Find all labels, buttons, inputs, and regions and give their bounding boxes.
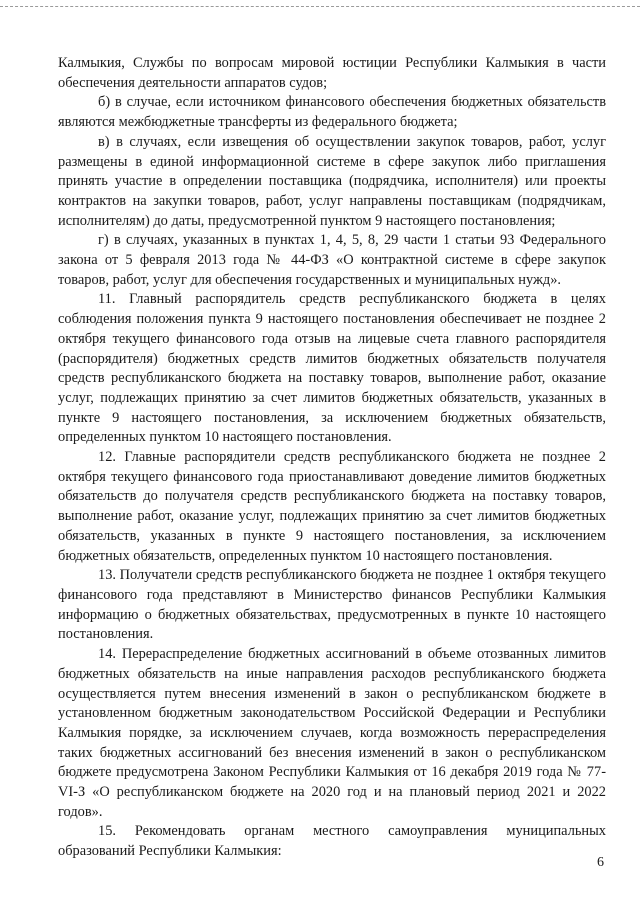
- paragraph-continuation: Калмыкия, Службы по вопросам мировой юстиции Республики Калмыкия в части обеспечения деятельности аппаратов судов;: [58, 55, 606, 91]
- paragraph-15: 15. Рекомендовать органам местного самоуправления муниципальных образований Республики Калмыкия:: [58, 823, 606, 860]
- document-body: [58, 54, 606, 862]
- paragraph-v: в) в случаях, если извещения об осуществлении закупок товаров, работ, услуг размещены в единой информационной системе в сфере закупок либо приглашения принять участие в определении поставщика (подрядчика, исполнителя) или проекты контрактов на закупки товаров, работ, услуг направлены поставщикам (подрядчикам, исполнителям) до даты, предусмотренной пунктом 9 настоящего постановления;: [58, 133, 606, 229]
- page-number: 6: [597, 855, 604, 870]
- paragraph-b: б) в случае, если источником финансового обеспечения бюджетных обязательств являются межбюджетные трансферты из федерального бюджета;: [58, 94, 606, 131]
- scan-top-edge: [0, 6, 640, 7]
- paragraph-13: 13. Получатели средств республиканского бюджета не позднее 1 октября текущего финансового года представляют в Министерство финансов Республики Калмыкия информацию о бюджетных обязательствах, предусмотренных в пункте 10 настоящего постановления.: [58, 567, 606, 643]
- paragraph-12: 12. Главные распорядители средств республиканского бюджета не позднее 2 октября текущего финансового года приостанавливают доведение лимитов бюджетных обязательств до получателя средств республиканского бюджета на поставку товаров, выполнение работ, оказание услуг, подлежащих принятию за счет лимитов бюджетных обязательств, указанных в пункте 9 настоящего постановления, за исключением бюджетных обязательств, определенных пунктом 10 настоящего постановления.: [58, 449, 606, 564]
- paragraph-14: 14. Перераспределение бюджетных ассигнований в объеме отозванных лимитов бюджетных обязательств на иные направления расходов республиканского бюджета осуществляется путем внесения изменений в закон о республиканском бюджете в установленном бюджетным законодательством Российской Федерации и Республики Калмыкия порядке, за исключением случаев, когда возможность перераспределения таких бюджетных ассигнований без внесения изменений в закон о республиканском бюджете предусмотрена Законом Республики Калмыкия от 16 декабря 2019 года № 77-VI-З «О республиканском бюджете на 2020 год и на плановый период 2021 и 2022 годов».: [58, 646, 606, 820]
- paragraph-g: г) в случаях, указанных в пунктах 1, 4, 5, 8, 29 части 1 статьи 93 Федерального закона от 5 февраля 2013 года № 44-ФЗ «О контрактной системе в сфере закупок товаров, работ, услуг для обеспечения государственных и муниципальных нужд».: [58, 232, 606, 288]
- paragraph-11: 11. Главный распорядитель средств республиканского бюджета в целях соблюдения положения пункта 9 настоящего постановления обеспечивает не позднее 2 октября текущего финансового года отзыв на лицевые счета главного распорядителя (распорядителя) бюджетных средств лимитов бюджетных обязательств получателя средств республиканского бюджета на поставку товаров, выполнение работ, оказание услуг, подлежащих принятию за счет лимитов бюджетных обязательств, указанных в пункте 9 настоящего постановления, за исключением бюджетных обязательств, определенных пунктом 10 настоящего постановления.: [58, 291, 606, 446]
